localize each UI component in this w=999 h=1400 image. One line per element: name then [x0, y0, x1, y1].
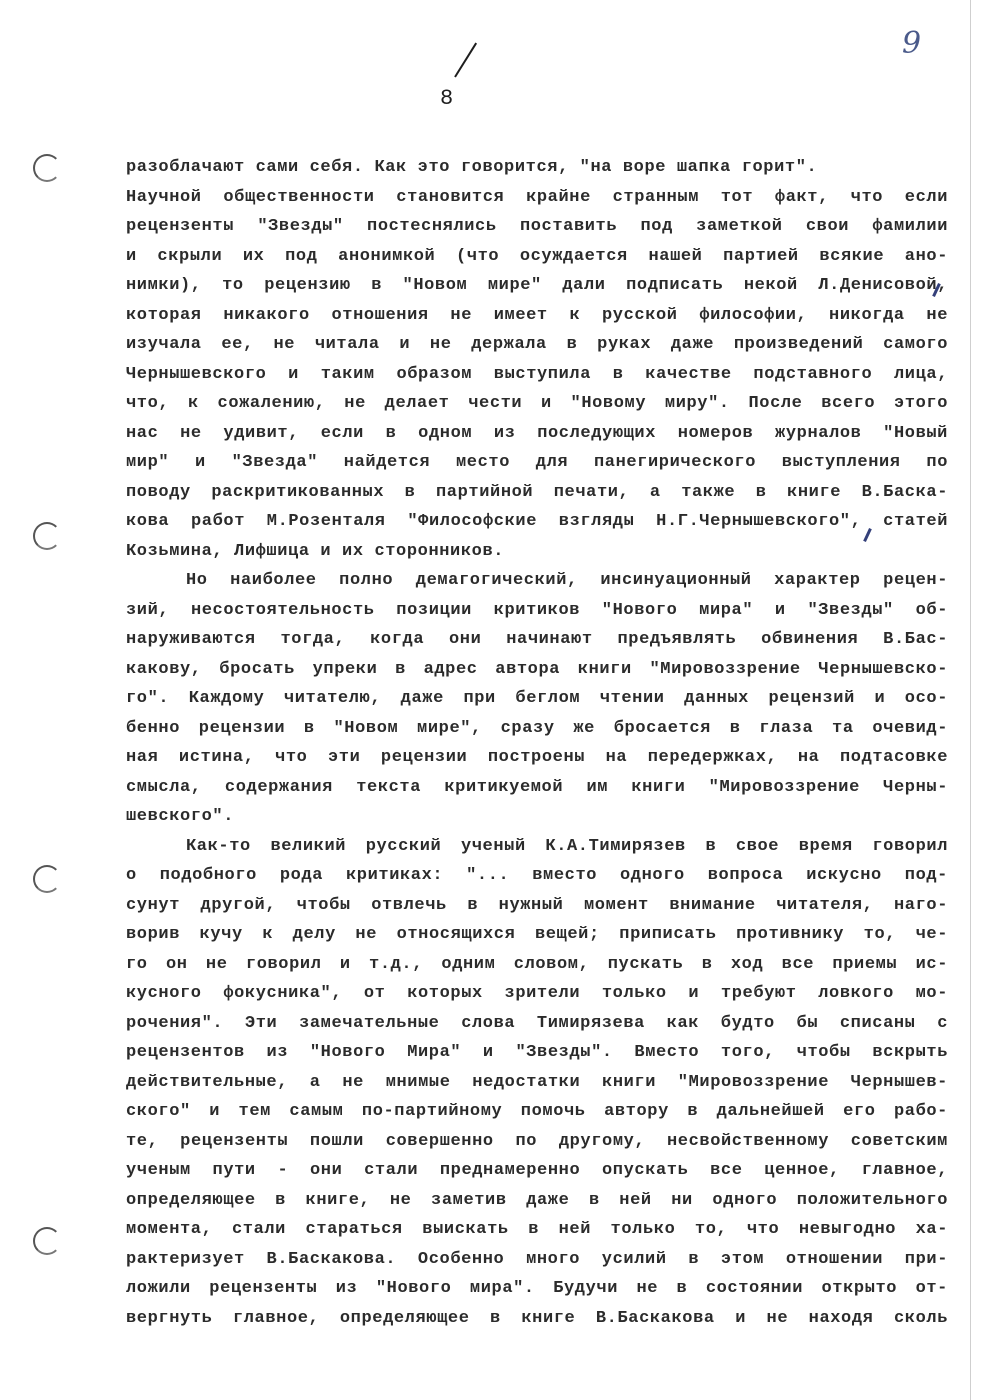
text-line: наруживаются тогда, когда они начинают предъявлять обвинения В.Бас-: [126, 630, 948, 649]
text-line: что, к сожалению, не делает чести и "Новому миру". После всего этого: [126, 394, 948, 413]
text-line: определяющее в книге, не заметив даже в ней ни одного положительного: [126, 1191, 948, 1210]
text-line: ского" и тем самым по-партийному помочь автору в дальнейшей его рабо-: [126, 1102, 948, 1121]
text-line: действительные, а не мнимые недостатки книги "Мировоззрение Чернышев-: [126, 1073, 948, 1092]
text-line: сунут другой, чтобы отвлечь в нужный момент внимание читателя, наго-: [126, 896, 948, 915]
page-number: 8: [440, 86, 460, 111]
text-line: кусного фокусника", от которых зрители только и требуют ловкого мо-: [126, 984, 948, 1003]
text-line: изучала ее, не читала и не держала в руках даже произведений самого: [126, 335, 948, 354]
text-line: Чернышевского и таким образом выступила в качестве подставного лица,: [126, 365, 948, 384]
text-line: нас не удивит, если в одном из последующих номеров журналов "Новый: [126, 424, 948, 443]
text-line: Но наиболее полно демагогический, инсинуационный характер рецен-: [186, 571, 948, 590]
text-line: те, рецензенты пошли совершенно по другому, несвойственному советским: [126, 1132, 948, 1151]
text-line: рочения". Эти замечательные слова Тимирязева как будто бы списаны с: [126, 1014, 948, 1033]
page-edge-divider: [970, 0, 971, 1400]
text-line: рецензентов из "Нового Мира" и "Звезды". Вместо того, чтобы вскрыть: [126, 1043, 948, 1062]
text-line: Как-то великий русский ученый К.А.Тимирязев в свое время говорил: [186, 837, 948, 856]
archive-page-number: 9: [902, 26, 922, 61]
text-line: Козьмина, Лифшица и их сторонников.: [126, 542, 505, 561]
text-line: кова работ М.Розенталя "Философские взгляды Н.Г.Чернышевского", статей: [126, 512, 948, 531]
text-line: разоблачают сами себя. Как это говорится, "на воре шапка горит".: [126, 158, 818, 177]
text-line: какову, бросать упреки в адрес автора книги "Мировоззрение Чернышевско-: [126, 660, 948, 679]
text-line: зий, несостоятельность позиции критиков "Нового мира" и "Звезды" об-: [126, 601, 948, 620]
text-line: рактеризует В.Баскакова. Особенно много усилий в этом отношении при-: [126, 1250, 948, 1269]
punch-hole-icon: [33, 522, 61, 550]
text-line: бенно рецензии в "Новом мире", сразу же бросается в глаза та очевид-: [126, 719, 948, 738]
text-line: Научной общественности становится крайне странным тот факт, что если: [126, 188, 948, 207]
text-line: мир" и "Звезда" найдется место для панегирического выступления по: [126, 453, 948, 472]
text-line: и скрыли их под анонимкой (что осуждается нашей партией всякие ано-: [126, 247, 948, 266]
text-line: о подобного рода критиках: "... вместо одного вопроса искусно под-: [126, 866, 948, 885]
text-line: момента, стали стараться выискать в ней только то, что невыгодно ха-: [126, 1220, 948, 1239]
text-line: поводу раскритикованных в партийной печати, а также в книге В.Баска-: [126, 483, 948, 502]
text-line: смысла, содержания текста критикуемой им книги "Мировоззрение Черны-: [126, 778, 948, 797]
punch-hole-icon: [33, 865, 61, 893]
text-line: ворив кучу к делу не относящихся вещей; приписать противнику то, че-: [126, 925, 948, 944]
punch-hole-icon: [33, 1227, 61, 1255]
text-line: шевского".: [126, 807, 235, 826]
text-line: рецензенты "Звезды" постеснялись поставить под заметкой свои фамилии: [126, 217, 948, 236]
text-line: нимки), то рецензию в "Новом мире" дали подписать некой Л.Денисовой,: [126, 276, 948, 295]
text-line: ложили рецензенты из "Нового мира". Будучи не в состоянии открыто от-: [126, 1279, 948, 1298]
punch-hole-icon: [33, 154, 61, 182]
text-line: ная истина, что эти рецензии построены на передержках, на подтасовке: [126, 748, 948, 767]
text-line: вергнуть главное, определяющее в книге В.Баскакова и не находя сколь: [126, 1309, 948, 1328]
text-line: которая никакого отношения не имеет к русской философии, никогда не: [126, 306, 948, 325]
text-line: го". Каждому читателю, даже при беглом чтении данных рецензий и осо-: [126, 689, 948, 708]
text-line: го он не говорил и т.д., одним словом, пускать в ход все приемы ис-: [126, 955, 948, 974]
text-line: ученым пути - они стали преднамеренно опускать все ценное, главное,: [126, 1161, 948, 1180]
page-number-strike-mark: [454, 43, 477, 78]
